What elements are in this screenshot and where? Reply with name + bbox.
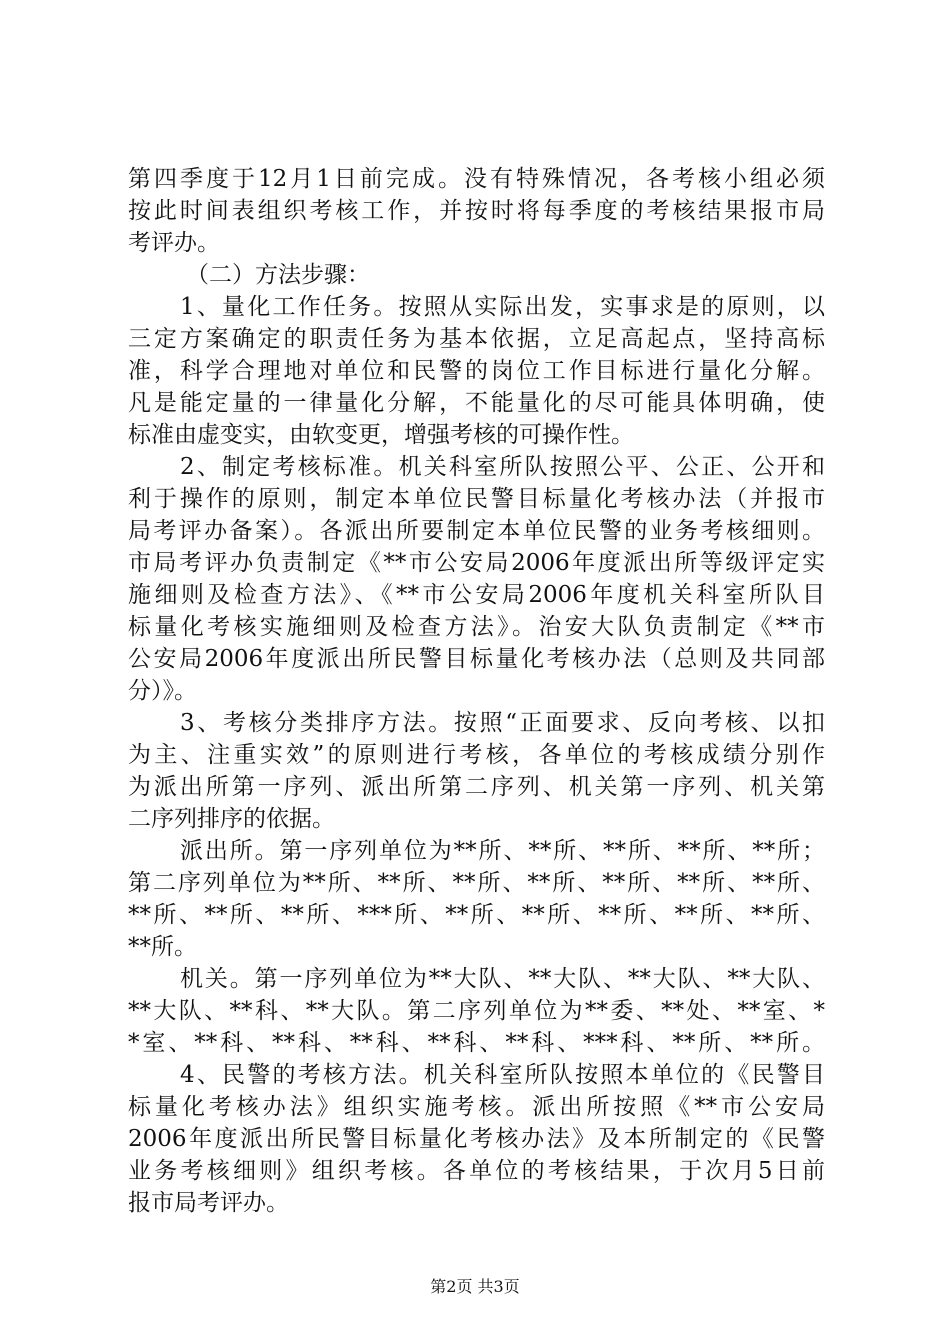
text-line: 第二序列单位为**所、**所、**所、**所、**所、**所、**所、 [128, 870, 825, 896]
text-line: 局考评办备案）。各派出所要制定本单位民警的业务考核细则。 [128, 518, 825, 544]
text-line: 市局考评办负责制定《**市公安局2006年度派出所等级评定实 [128, 550, 825, 576]
text-line: （二）方法步骤： [186, 262, 370, 288]
text-line: 按此时间表组织考核工作，并按时将每季度的考核结果报市局 [128, 198, 825, 224]
text-line: 标量化考核实施细则及检查方法》。治安大队负责制定《**市 [128, 614, 825, 640]
text-line: 3、考核分类排序方法。按照“正面要求、反向考核、以扣 [180, 710, 825, 736]
text-line: **大队、**科、**大队。第二序列单位为**委、**处、**室、* [128, 998, 825, 1024]
text-line: 报市局考评办。 [128, 1190, 289, 1216]
text-line: 考评办。 [128, 230, 220, 256]
text-line: 分）》。 [128, 678, 197, 704]
text-line: 为派出所第一序列、派出所第二序列、机关第一序列、机关第 [128, 774, 825, 800]
text-line: 公安局2006年度派出所民警目标量化考核办法（总则及共同部 [128, 646, 825, 672]
document-body [128, 163, 825, 1219]
text-line: 2、制定考核标准。机关科室所队按照公平、公正、公开和 [180, 454, 825, 480]
text-line: 标量化考核办法》组织实施考核。派出所按照《**市公安局 [128, 1094, 825, 1120]
text-line: 业务考核细则》组织考核。各单位的考核结果，于次月5日前 [128, 1158, 825, 1184]
text-line: 机关。第一序列单位为**大队、**大队、**大队、**大队、 [180, 966, 825, 992]
text-line: 三定方案确定的职责任务为基本依据，立足高起点，坚持高标 [128, 326, 825, 352]
text-line: 4、民警的考核方法。机关科室所队按照本单位的《民警目 [180, 1062, 825, 1088]
text-line: 施细则及检查方法》、《**市公安局2006年度机关科室所队目 [128, 582, 825, 608]
text-line: 派出所。第一序列单位为**所、**所、**所、**所、**所； [180, 838, 825, 864]
text-line: 2006年度派出所民警目标量化考核办法》及本所制定的《民警 [128, 1126, 825, 1152]
text-line: 第四季度于12月1日前完成。没有特殊情况，各考核小组必须 [128, 166, 825, 192]
text-line: 二序列排序的依据。 [128, 806, 335, 832]
text-line: 准，科学合理地对单位和民警的岗位工作目标进行量化分解。 [128, 358, 825, 384]
text-line: 1、量化工作任务。按照从实际出发，实事求是的原则，以 [180, 294, 825, 320]
text-line: 标准由虚变实，由软变更，增强考核的可操作性。 [128, 422, 634, 448]
text-line: 利于操作的原则，制定本单位民警目标量化考核办法（并报市 [128, 486, 825, 512]
text-line: 凡是能定量的一律量化分解，不能量化的尽可能具体明确，使 [128, 390, 825, 416]
text-line: **所、**所、**所、***所、**所、**所、**所、**所、**所、 [128, 902, 825, 928]
text-line: 为主、注重实效”的原则进行考核，各单位的考核成绩分别作 [128, 742, 825, 768]
page-footer: 第2页 共3页 [430, 1277, 520, 1296]
text-line: *室、**科、**科、**科、**科、**科、***科、**所、**所。 [128, 1030, 825, 1056]
text-line: **所。 [128, 934, 197, 960]
